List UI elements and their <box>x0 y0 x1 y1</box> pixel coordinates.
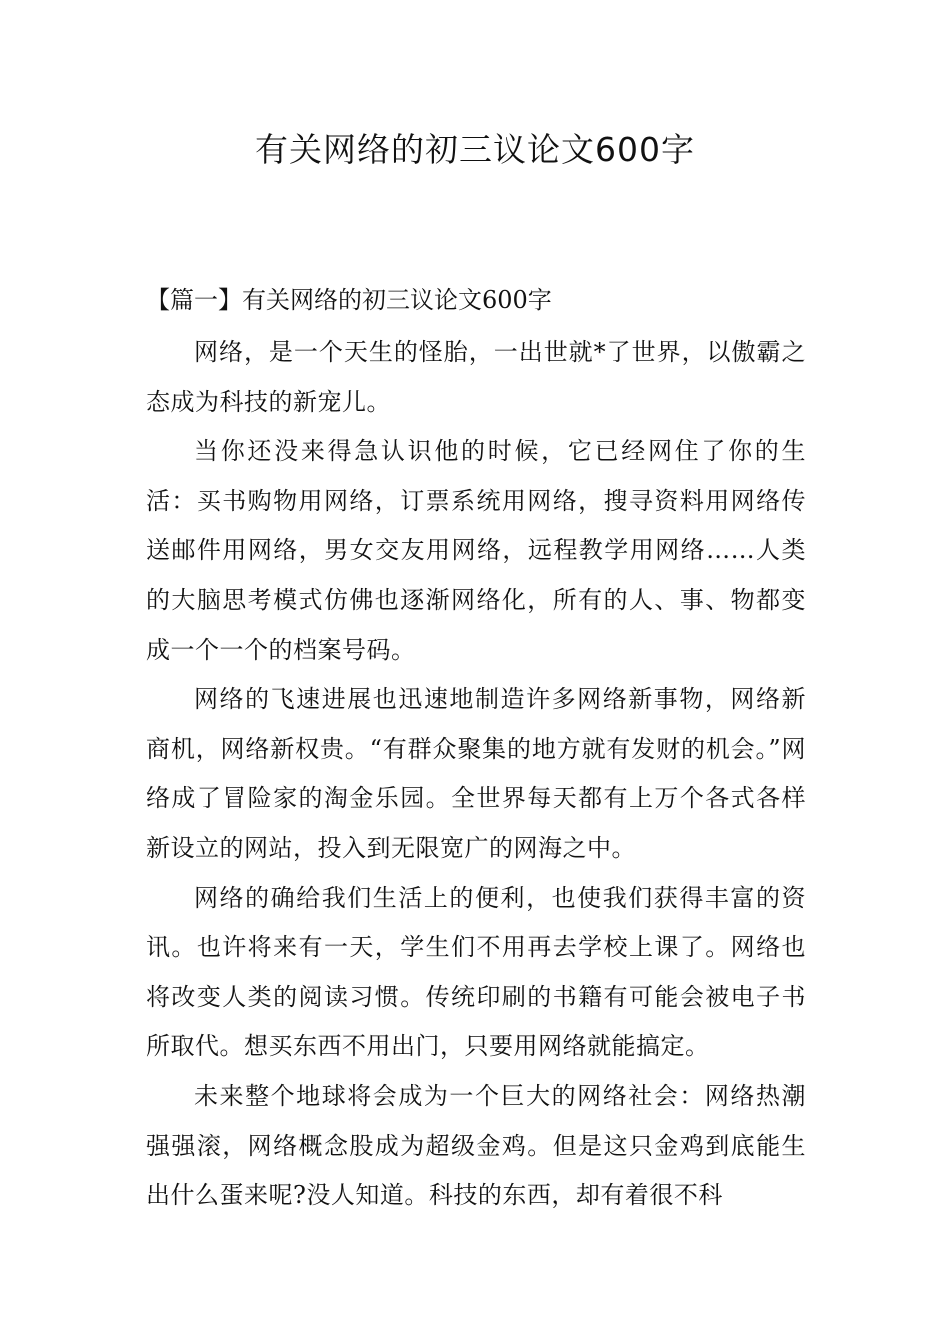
paragraph-4: 网络的确给我们生活上的便利，也使我们获得丰富的资讯。也许将来有一天，学生们不用再去学校上课了。网络也将改变人类的阅读习惯。传统印刷的书籍有可能会被电子书所取代。想买东西不用出门，只要用网络就能搞定。 <box>146 883 806 1061</box>
paragraph-3: 网络的飞速进展也迅速地制造许多网络新事物，网络新商机，网络新权贵。“有群众聚集的地方就有发财的机会。”网络成了冒险家的淘金乐园。全世界每天都有上万个各式各样新设立的网站，投入到无限宽广的网海之中。 <box>146 685 806 862</box>
paragraph-1: 网络，是一个天生的怪胎，一出世就*了世界，以傲霸之态成为科技的新宠儿。 <box>146 338 806 416</box>
document-title: 有关网络的初三议论文600字 <box>255 130 695 169</box>
paragraph-5: 未来整个地球将会成为一个巨大的网络社会：网络热潮强强滚，网络概念股成为超级金鸡。但是这只金鸡到底能生出什么蛋来呢?没人知道。科技的东西，却有着很不科 <box>146 1081 806 1210</box>
paragraph-2: 当你还没来得急认识他的时候，它已经网住了你的生活：买书购物用网络，订票系统用网络，搜寻资料用网络传送邮件用网络，男女交友用网络，远程教学用网络……人类的大脑思考模式仿佛也逐渐网络化，所有的人、事、物都变成一个一个的档案号码。 <box>146 437 806 664</box>
document-body <box>146 278 806 1221</box>
section-heading: 【篇一】有关网络的初三议论文600字 <box>146 286 552 314</box>
